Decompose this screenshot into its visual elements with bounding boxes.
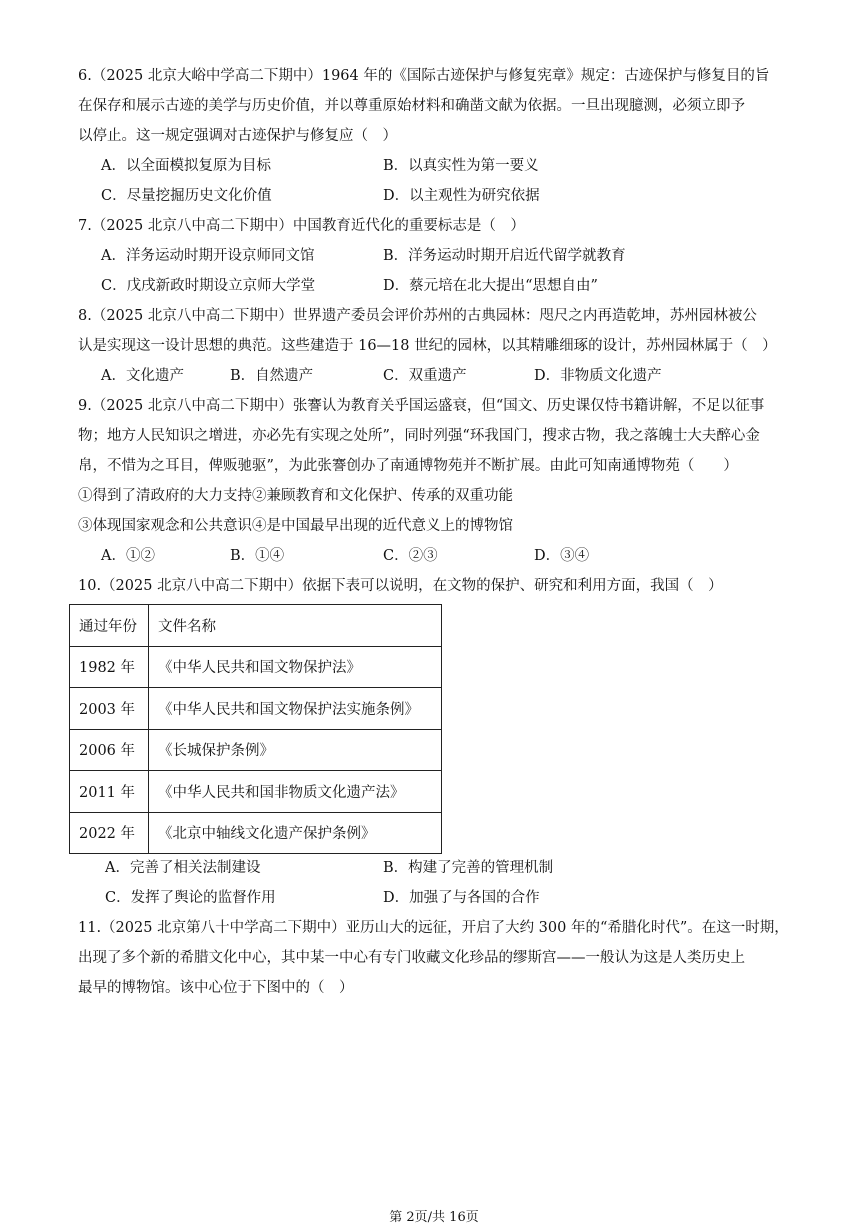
q7-option-b: B．洋务运动时期开启近代留学就教育 [383, 248, 626, 264]
table-header-row [70, 605, 442, 647]
q8-option-a: A．文化遗产 [101, 368, 184, 384]
q9-option-c: C．②③ [383, 548, 438, 564]
q7-option-d: D．蔡元培在北大提出“思想自由” [383, 278, 598, 294]
law-table [69, 604, 442, 854]
table-cell-year: 2006 年 [70, 729, 149, 771]
table-row [70, 812, 442, 854]
table-cell-name: 《中华人民共和国文物保护法实施条例》 [149, 688, 442, 730]
q9-option-b: B．①④ [230, 548, 285, 564]
q9-line-3: 帛，不惜为之耳目，俾贩驰驱”，为此张謇创办了南通博物苑并不断扩展。由此可知南通博物苑（ ） [78, 458, 738, 474]
q11-line-2: 出现了多个新的希腊文化中心，其中某一中心有专门收藏文化珍品的缪斯宫——一般认为这是人类历史上 [78, 950, 745, 966]
table-cell-name: 《中华人民共和国非物质文化遗产法》 [149, 771, 442, 813]
table-header-year: 通过年份 [70, 605, 149, 647]
table-cell-year: 1982 年 [70, 646, 149, 688]
q8-option-d: D．非物质文化遗产 [534, 368, 662, 384]
q9-line-1: 9.（2025 北京八中高二下期中）张謇认为教育关乎国运盛衰，但“国文、历史课仅恃书籍讲解，不足以征事 [78, 398, 765, 414]
table-row [70, 646, 442, 688]
q9-option-a: A．①② [101, 548, 155, 564]
q6-option-a: A．以全面模拟复原为目标 [101, 158, 271, 174]
q10-option-a: A．完善了相关法制建设 [105, 860, 261, 876]
q6-option-b: B．以真实性为第一要义 [383, 158, 539, 174]
page-number: 第 2页/共 16页 [389, 1210, 479, 1225]
table-cell-year: 2011 年 [70, 771, 149, 813]
table-header-name: 文件名称 [149, 605, 442, 647]
q10-option-b: B．构建了完善的管理机制 [383, 860, 554, 876]
q6-line-1: 6.（2025 北京大峪中学高二下期中）1964 年的《国际古迹保护与修复宪章》规定：古迹保护与修复目的旨 [78, 68, 770, 84]
table-row [70, 688, 442, 730]
q10-option-c: C．发挥了舆论的监督作用 [105, 890, 276, 906]
q9-option-d: D．③④ [534, 548, 590, 564]
q8-line-1: 8.（2025 北京八中高二下期中）世界遗产委员会评价苏州的古典园林：咫尺之内再造乾坤，苏州园林被公 [78, 308, 757, 324]
q7-line-1: 7.（2025 北京八中高二下期中）中国教育近代化的重要标志是（ ） [78, 218, 525, 234]
table-cell-name: 《北京中轴线文化遗产保护条例》 [149, 812, 442, 854]
q6-option-c: C．尽量挖掘历史文化价值 [101, 188, 272, 204]
q7-option-c: C．戊戌新政时期设立京师大学堂 [101, 278, 316, 294]
q6-option-d: D．以主观性为研究依据 [383, 188, 540, 204]
table-cell-name: 《长城保护条例》 [149, 729, 442, 771]
q9-statement-1: ①得到了清政府的大力支持②兼顾教育和文化保护、传承的双重功能 [78, 488, 513, 504]
q8-option-c: C．双重遗产 [383, 368, 467, 384]
table-row [70, 729, 442, 771]
q8-line-2: 认是实现这一设计思想的典范。这些建造于 16—18 世纪的园林，以其精雕细琢的设计，苏州园林属于（ ） [78, 338, 777, 354]
q11-line-3: 最早的博物馆。该中心位于下图中的（ ） [78, 980, 354, 996]
q11-line-1: 11.（2025 北京第八十中学高二下期中）亚历山大的远征，开启了大约 300 年的“希腊化时代”。在这一时期， [78, 920, 789, 936]
table-cell-year: 2022 年 [70, 812, 149, 854]
table-row [70, 771, 442, 813]
table-cell-name: 《中华人民共和国文物保护法》 [149, 646, 442, 688]
q6-line-2: 在保存和展示古迹的美学与历史价值，并以尊重原始材料和确凿文献为依据。一旦出现臆测，必须立即予 [78, 98, 745, 114]
q6-line-3: 以停止。这一规定强调对古迹保护与修复应（ ） [78, 128, 397, 144]
q9-line-2: 物；地方人民知识之增进，亦必先有实现之处所”，同时列强“环我国门，搜求古物，我之落魄士大夫醉心金 [78, 428, 760, 444]
q8-option-b: B．自然遗产 [230, 368, 314, 384]
table-cell-year: 2003 年 [70, 688, 149, 730]
q10-line-1: 10.（2025 北京八中高二下期中）依据下表可以说明，在文物的保护、研究和利用方面，我国（ ） [78, 578, 723, 594]
q10-option-d: D．加强了与各国的合作 [383, 890, 540, 906]
q7-option-a: A．洋务运动时期开设京师同文馆 [101, 248, 315, 264]
q9-statement-2: ③体现国家观念和公共意识④是中国最早出现的近代意义上的博物馆 [78, 518, 513, 534]
